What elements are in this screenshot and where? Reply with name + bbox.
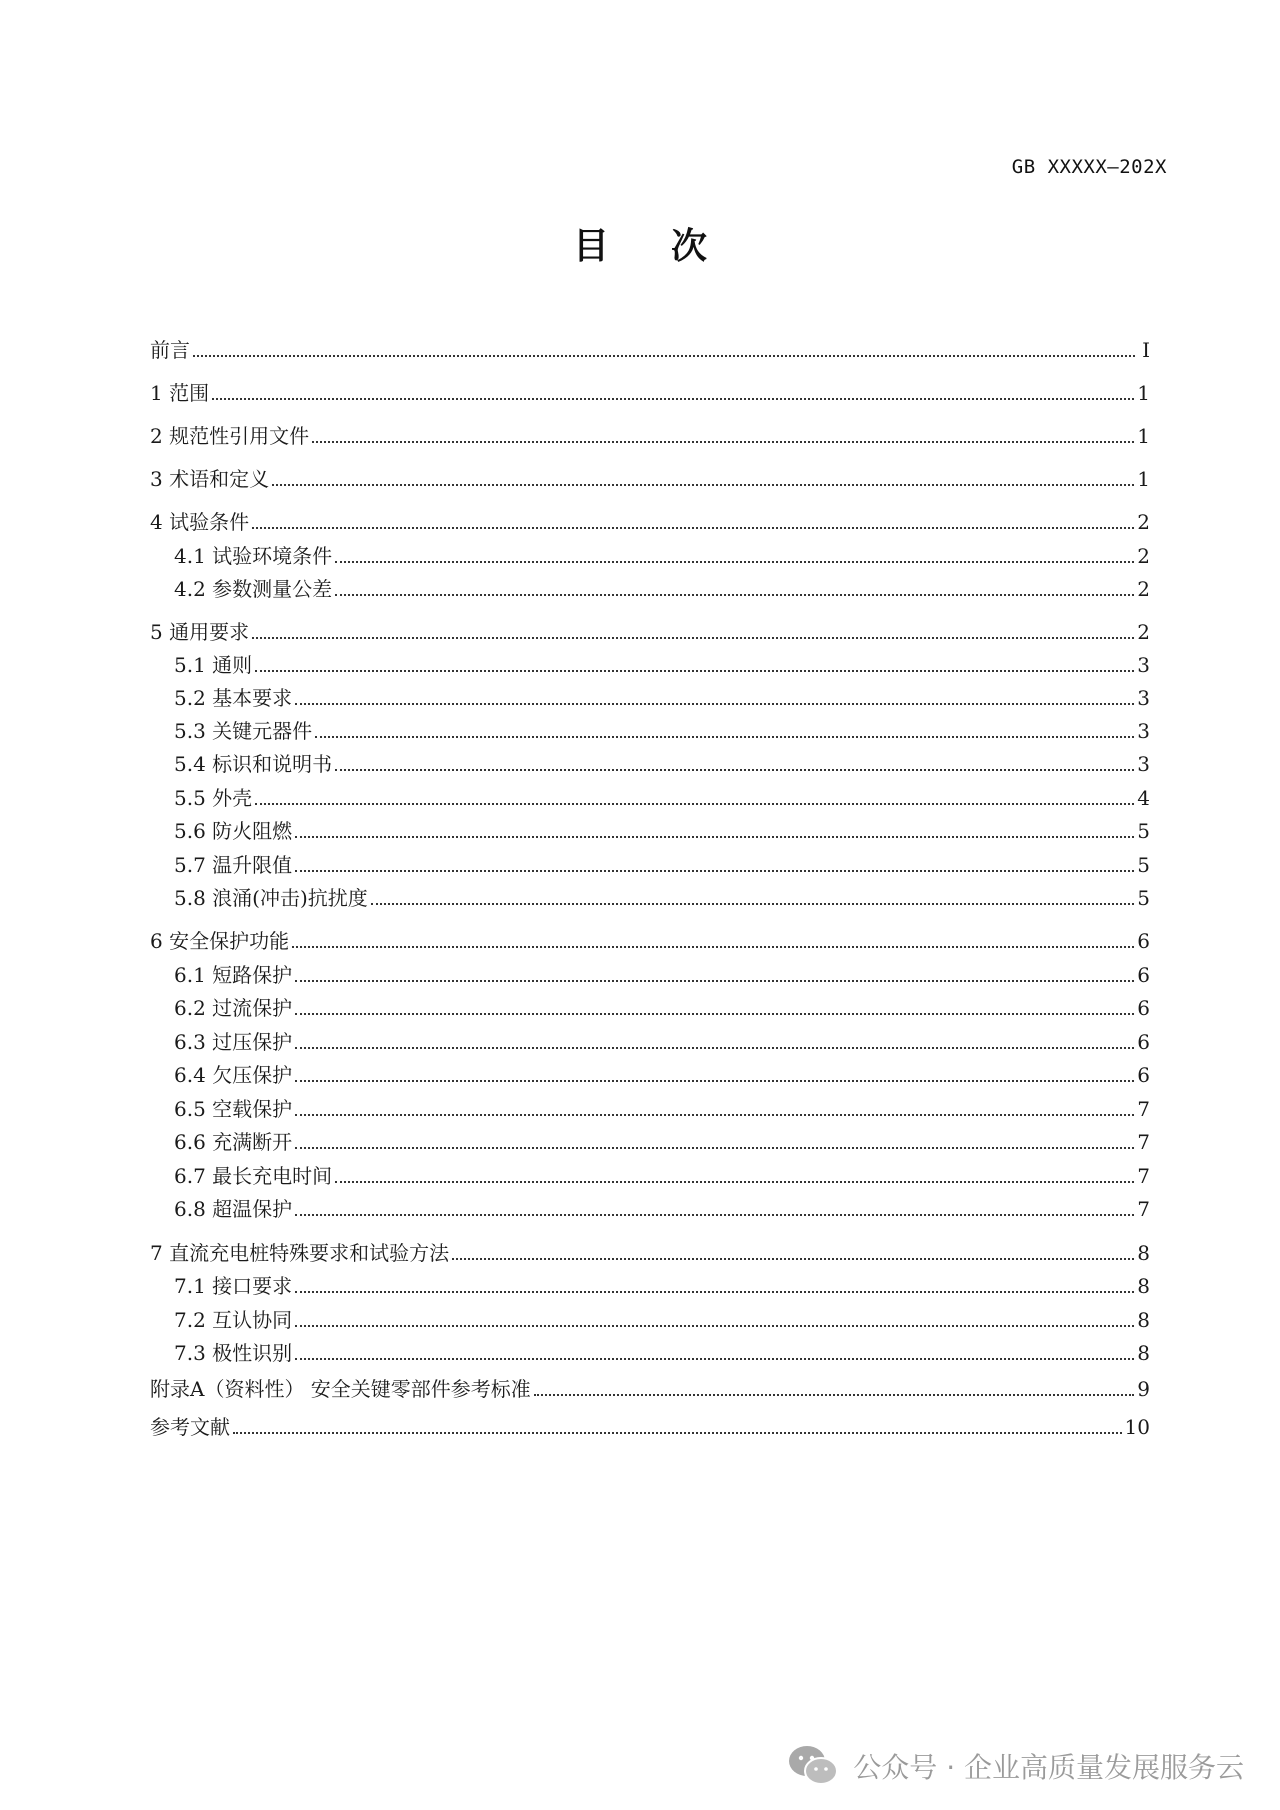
toc-entry-label: 关键元器件 <box>212 719 313 743</box>
toc-entry-number: 4.1 <box>174 544 213 568</box>
toc-entry-label: 极性识别 <box>212 1341 293 1365</box>
toc-entry[interactable] <box>174 749 1150 779</box>
toc-entry-number: 6.4 <box>174 1063 213 1087</box>
toc-leader-dots <box>295 1289 1134 1293</box>
toc-entry-page: 5 <box>1137 853 1150 877</box>
toc-entry-page: 10 <box>1124 1415 1150 1439</box>
toc-leader-dots <box>335 559 1134 563</box>
toc-entry-page: 7 <box>1137 1097 1150 1121</box>
toc-entry[interactable] <box>150 1238 1150 1268</box>
toc-leader-dots <box>534 1392 1134 1396</box>
page-title: 目次 <box>572 226 769 267</box>
toc-entry[interactable] <box>174 993 1150 1023</box>
toc-entry-page: 1 <box>1137 381 1150 405</box>
toc-entry-page: 7 <box>1137 1130 1150 1154</box>
toc-leader-dots <box>295 1323 1134 1327</box>
toc-entry[interactable] <box>174 783 1150 813</box>
toc-leader-dots <box>295 1145 1134 1149</box>
toc-entry-label: 温升限值 <box>212 853 293 877</box>
toc-entry-page: 3 <box>1137 653 1150 677</box>
toc-entry[interactable] <box>150 507 1150 537</box>
toc-entry-number: 6.8 <box>174 1197 213 1221</box>
toc-entry-number: 7.1 <box>174 1274 213 1298</box>
toc-entry-label: 术语和定义 <box>169 467 270 491</box>
wechat-icon <box>787 1744 839 1788</box>
toc-entry-label: 通则 <box>212 653 253 677</box>
toc-entry-number: 6.1 <box>174 963 213 987</box>
toc-entry-number: 5.7 <box>174 853 213 877</box>
toc-leader-dots <box>452 1256 1134 1260</box>
toc-entry[interactable] <box>174 1194 1150 1224</box>
toc-entry-page: 8 <box>1137 1274 1150 1298</box>
toc-entry-label: 试验条件 <box>169 510 250 534</box>
toc-entry-label: 过压保护 <box>212 1030 293 1054</box>
toc-leader-dots <box>295 834 1134 838</box>
toc-entry[interactable] <box>150 335 1150 365</box>
toc-entry-label: 欠压保护 <box>212 1063 293 1087</box>
toc-leader-dots <box>272 482 1134 486</box>
toc-entry[interactable] <box>150 1412 1150 1442</box>
toc-entry[interactable] <box>174 574 1150 604</box>
toc-entry-label: 前言 <box>150 338 190 362</box>
toc-entry-page: 3 <box>1137 752 1150 776</box>
toc-leader-dots <box>295 701 1134 705</box>
toc-entry-label: 参数测量公差 <box>212 577 333 601</box>
toc-entry-label: 充满断开 <box>212 1130 293 1154</box>
toc-entry[interactable] <box>174 683 1150 713</box>
toc-entry-label: 超温保护 <box>212 1197 293 1221</box>
toc-entry[interactable] <box>174 850 1150 880</box>
toc-entry-label: 通用要求 <box>169 620 250 644</box>
toc-entry-page: 5 <box>1137 819 1150 843</box>
toc-entry-label: 浪涌(冲击)抗扰度 <box>212 886 368 910</box>
toc-entry-label: 安全保护功能 <box>169 929 290 953</box>
toc-entry-number: 3 <box>150 467 170 491</box>
toc-entry-page: 7 <box>1137 1164 1150 1188</box>
watermark-text: 公众号 · 企业高质量发展服务云 <box>853 1751 1244 1784</box>
toc-leader-dots <box>252 525 1134 529</box>
toc-entry-number: 7.3 <box>174 1341 213 1365</box>
toc-entry-number: 5 <box>150 620 170 644</box>
toc-entry-label: 过流保护 <box>212 996 293 1020</box>
toc-entry-page: 4 <box>1137 786 1150 810</box>
toc-entry[interactable] <box>150 1374 1150 1404</box>
toc-entry[interactable] <box>174 1271 1150 1301</box>
toc-entry-page: 8 <box>1137 1341 1150 1365</box>
toc-entry-number: 5.4 <box>174 752 213 776</box>
toc-entry[interactable] <box>150 464 1150 494</box>
toc-entry[interactable] <box>174 541 1150 571</box>
toc-entry[interactable] <box>174 1161 1150 1191</box>
toc-entry-page: 2 <box>1137 510 1150 534</box>
toc-entry-number: 1 <box>150 381 170 405</box>
toc-entry[interactable] <box>174 1027 1150 1057</box>
toc-leader-dots <box>315 734 1134 738</box>
toc-entry-page: 7 <box>1137 1197 1150 1221</box>
toc-entry-number: 5.2 <box>174 686 213 710</box>
toc-entry-label: 范围 <box>169 381 210 405</box>
toc-entry-page: 5 <box>1137 886 1150 910</box>
toc-entry[interactable] <box>150 378 1150 408</box>
toc-entry-number: 5.1 <box>174 653 213 677</box>
toc-leader-dots <box>312 439 1134 443</box>
watermark <box>787 1744 1244 1788</box>
toc-leader-dots <box>295 978 1134 982</box>
toc-entry-page: I <box>1142 338 1150 362</box>
toc-entry-label: 外壳 <box>212 786 253 810</box>
toc-entry-label: 参考文献 <box>150 1415 230 1439</box>
toc-entry-number: 5.3 <box>174 719 213 743</box>
toc-entry-label: 接口要求 <box>212 1274 293 1298</box>
toc-entry-label: 短路保护 <box>212 963 293 987</box>
toc-entry-label: 标识和说明书 <box>212 752 333 776</box>
toc-entry-page: 2 <box>1137 620 1150 644</box>
toc-entry[interactable] <box>150 926 1150 956</box>
toc-entry[interactable] <box>174 1060 1150 1090</box>
toc-entry-page: 9 <box>1137 1377 1150 1401</box>
toc-entry-number: 6.3 <box>174 1030 213 1054</box>
toc-entry-page: 1 <box>1137 424 1150 448</box>
toc-leader-dots <box>212 396 1134 400</box>
toc-entry-page: 8 <box>1137 1241 1150 1265</box>
toc-entry-label: 互认协同 <box>212 1308 293 1332</box>
toc-leader-dots <box>295 1078 1134 1082</box>
toc-entry[interactable] <box>174 816 1150 846</box>
toc-entry-label: 最长充电时间 <box>212 1164 333 1188</box>
toc-entry-number: 6.7 <box>174 1164 213 1188</box>
toc-entry[interactable] <box>174 883 1150 913</box>
toc-leader-dots <box>295 1112 1134 1116</box>
toc-entry[interactable] <box>174 716 1150 746</box>
toc-leader-dots <box>252 635 1134 639</box>
toc-entry-label: 附录A（资料性） 安全关键零部件参考标准 <box>150 1377 531 1401</box>
toc-entry[interactable] <box>174 1305 1150 1335</box>
toc-entry-number: 5.8 <box>174 886 213 910</box>
toc-entry-number: 6.6 <box>174 1130 213 1154</box>
toc-entry-page: 1 <box>1137 467 1150 491</box>
toc-entry-number: 6 <box>150 929 170 953</box>
toc-entry[interactable] <box>174 650 1150 680</box>
toc-entry-label: 空载保护 <box>212 1097 293 1121</box>
toc-entry-number: 2 <box>150 424 170 448</box>
toc-entry-label: 规范性引用文件 <box>169 424 310 448</box>
toc-entry-label: 防火阻燃 <box>212 819 293 843</box>
toc-entry-label: 试验环境条件 <box>212 544 333 568</box>
toc-entry-number: 4.2 <box>174 577 213 601</box>
toc-leader-dots <box>292 944 1134 948</box>
toc-entry[interactable] <box>174 1127 1150 1157</box>
doc-code: GB XXXXX—202X <box>1011 156 1167 178</box>
toc-entry-number: 6.5 <box>174 1097 213 1121</box>
toc-leader-dots <box>295 868 1134 872</box>
toc-entry-page: 8 <box>1137 1308 1150 1332</box>
toc-leader-dots <box>335 767 1134 771</box>
toc-entry[interactable] <box>174 1338 1150 1368</box>
toc-leader-dots <box>295 1011 1134 1015</box>
toc-entry-number: 5.6 <box>174 819 213 843</box>
toc-leader-dots <box>255 801 1134 805</box>
toc-entry-number: 7 <box>150 1241 170 1265</box>
toc-entry-page: 6 <box>1137 1030 1150 1054</box>
toc-entry[interactable] <box>174 960 1150 990</box>
toc-entry-page: 6 <box>1137 1063 1150 1087</box>
toc-entry-page: 6 <box>1137 996 1150 1020</box>
toc-leader-dots <box>193 353 1135 357</box>
toc-leader-dots <box>255 668 1134 672</box>
toc-leader-dots <box>233 1430 1122 1434</box>
toc-entry-number: 7.2 <box>174 1308 213 1332</box>
toc-entry-label: 直流充电桩特殊要求和试验方法 <box>169 1241 450 1265</box>
toc-leader-dots <box>295 1356 1134 1360</box>
toc-leader-dots <box>371 901 1134 905</box>
toc-entry-page: 6 <box>1137 963 1150 987</box>
toc-entry[interactable] <box>150 421 1150 451</box>
toc-entry-number: 4 <box>150 510 170 534</box>
toc-leader-dots <box>335 1179 1134 1183</box>
toc-entry-page: 6 <box>1137 929 1150 953</box>
toc-leader-dots <box>295 1045 1134 1049</box>
toc-entry-label: 基本要求 <box>212 686 293 710</box>
toc-entry[interactable] <box>150 617 1150 647</box>
toc-entry-number: 5.5 <box>174 786 213 810</box>
toc-entry-number: 6.2 <box>174 996 213 1020</box>
toc-entry[interactable] <box>174 1094 1150 1124</box>
toc-entry-page: 2 <box>1137 577 1150 601</box>
toc-leader-dots <box>295 1212 1134 1216</box>
toc-entry-page: 3 <box>1137 686 1150 710</box>
toc-entry-page: 3 <box>1137 719 1150 743</box>
toc-entry-page: 2 <box>1137 544 1150 568</box>
toc-leader-dots <box>335 592 1134 596</box>
